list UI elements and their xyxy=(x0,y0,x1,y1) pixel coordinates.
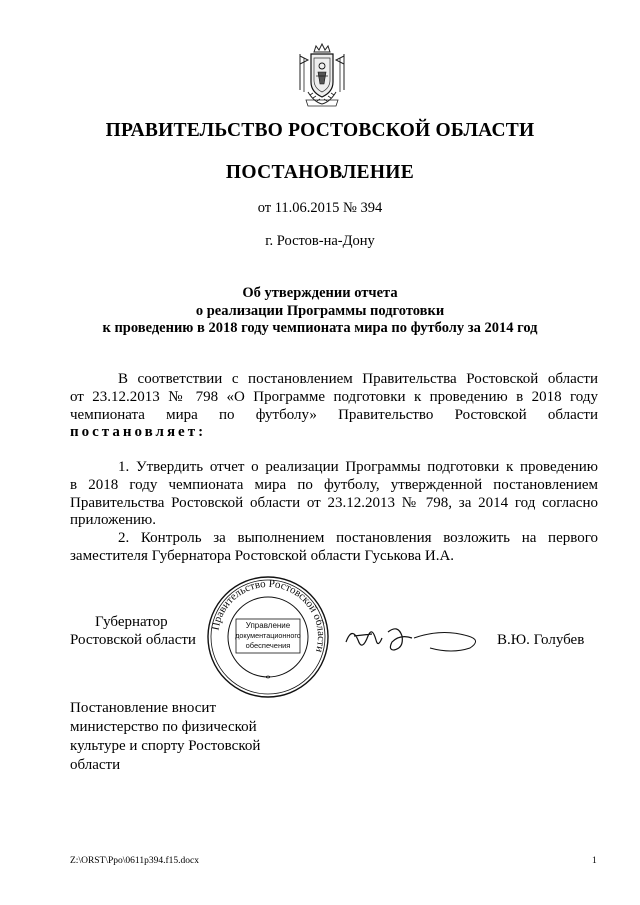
organization-title: ПРАВИТЕЛЬСТВО РОСТОВСКОЙ ОБЛАСТИ xyxy=(105,120,535,141)
seal-inner-line-2: документационного xyxy=(235,631,301,640)
submitted-by-block xyxy=(70,699,260,775)
item-1-line-2: в 2018 году чемпионата мира по футболу, утвержденной постановлением xyxy=(70,476,598,493)
item-1-line-3: Правительства Ростовской области от 23.12.2013 № 798, за 2014 год согласно xyxy=(70,494,598,511)
item-2-line-2: заместителя Губернатора Ростовской области Гуськова И.А. xyxy=(70,547,455,564)
submitted-line-2: министерство по физической xyxy=(70,719,257,735)
round-seal-icon xyxy=(206,575,330,699)
date-number: от 11.06.2015 № 394 xyxy=(257,200,383,216)
seal-inner-line-1: Управление xyxy=(245,621,291,630)
subject-line-2: о реализации Программы подготовки xyxy=(195,302,445,319)
preamble-line-3: чемпионата мира по футболу» Правительство Ростовской области xyxy=(70,406,598,423)
preamble-line-2: от 23.12.2013 № 798 «О Программе подготовки к проведению в 2018 году xyxy=(70,388,598,405)
preamble-line-1: В соответствии с постановлением Правительства Ростовской области xyxy=(118,371,598,387)
submitted-line-1: Постановление вносит xyxy=(70,700,217,716)
submitted-line-3: культуре и спорту Ростовской xyxy=(70,738,261,754)
subject-block xyxy=(0,285,640,338)
signatory-title-line-1: Губернатор xyxy=(95,614,168,630)
item-1-line-1: 1. Утвердить отчет о реализации Программы подготовки к проведению xyxy=(118,459,598,475)
coat-of-arms-icon xyxy=(296,42,348,108)
seal-outer-text: Правительство Ростовской области xyxy=(209,577,328,654)
seal-inner-line-3: обеспечения xyxy=(245,641,291,650)
page-number: 1 xyxy=(592,856,597,866)
signatory-title-line-2: Ростовской области xyxy=(70,632,196,648)
submitted-line-4: области xyxy=(70,757,121,773)
file-path: Z:\ORST\Ppo\0611p394.f15.docx xyxy=(70,856,199,866)
item-1-line-4: приложению. xyxy=(70,512,157,529)
item-2-paragraph xyxy=(70,530,598,566)
document-type-title: ПОСТАНОВЛЕНИЕ xyxy=(225,162,415,183)
subject-line-3: к проведению в 2018 году чемпионата мира по футболу за 2014 год xyxy=(102,320,538,336)
preamble-paragraph xyxy=(70,371,598,442)
item-1-paragraph xyxy=(70,459,598,530)
signatory-name: В.Ю. Голубев xyxy=(497,632,585,648)
svg-text:*: * xyxy=(265,674,271,685)
city: г. Ростов-на-Дону xyxy=(265,233,375,249)
resolves-word: постановляет: xyxy=(70,424,207,441)
item-2-line-1: 2. Контроль за выполнением постановления возложить на первого xyxy=(118,530,598,546)
handwritten-signature-icon xyxy=(342,618,492,658)
subject-line-1: Об утверждении отчета xyxy=(242,285,398,301)
